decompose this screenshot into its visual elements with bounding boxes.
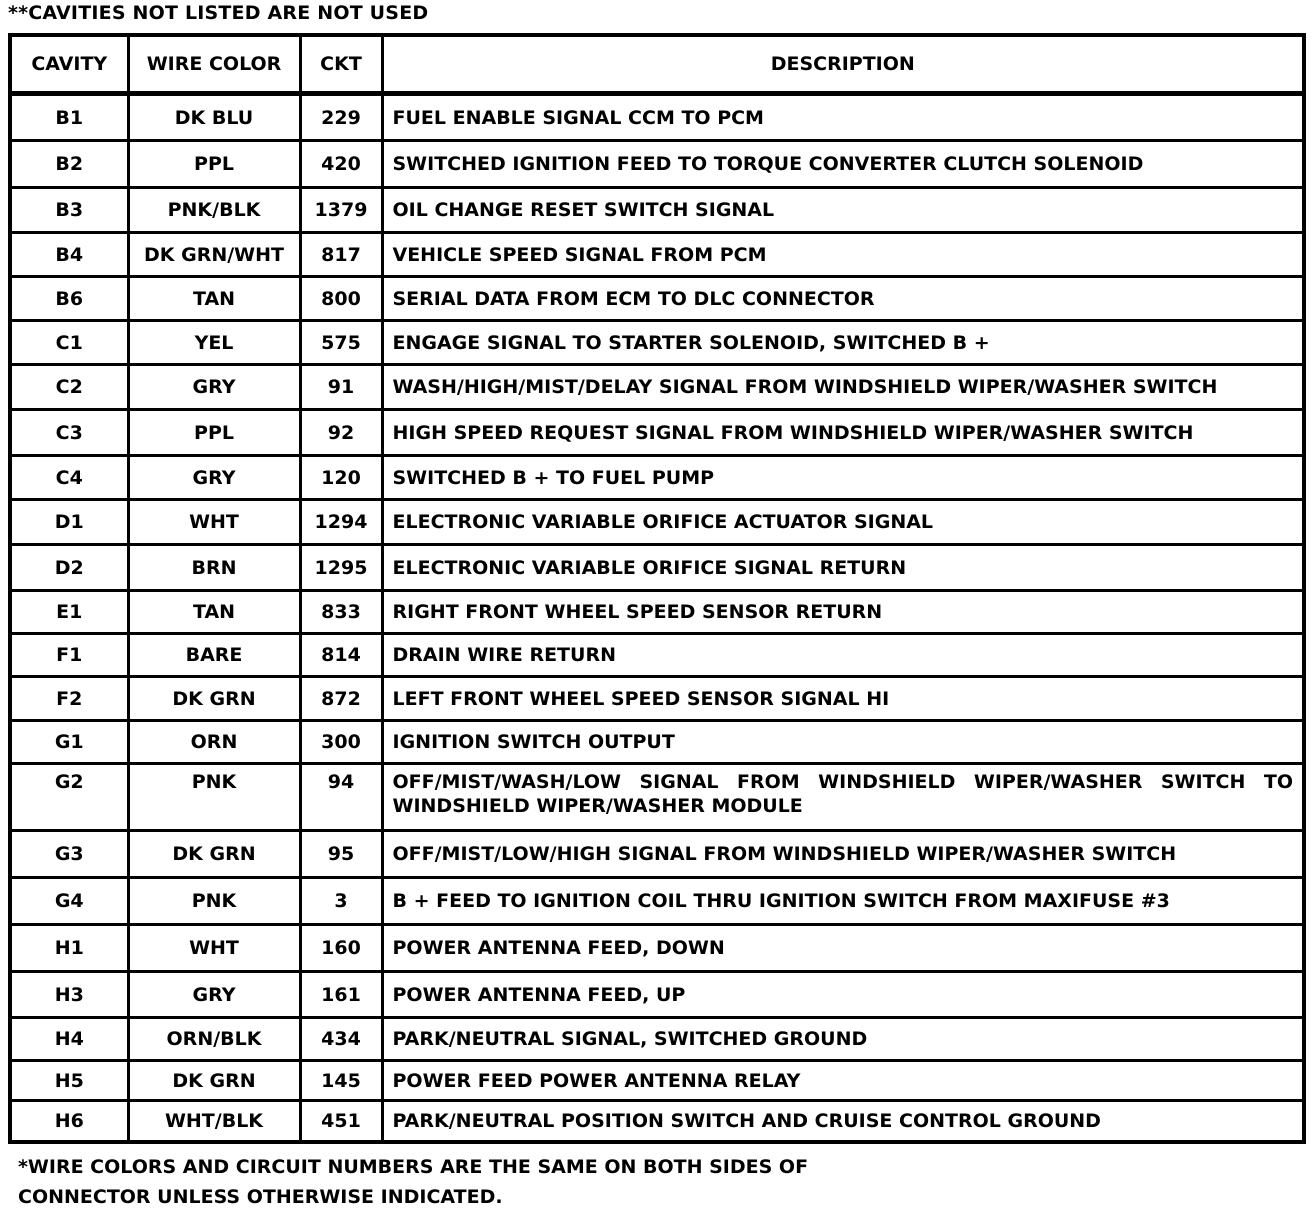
description-cell: RIGHT FRONT WHEEL SPEED SENSOR RETURN (382, 591, 1304, 634)
cavity-cell: C1 (10, 321, 128, 365)
description-cell: SWITCHED IGNITION FEED TO TORQUE CONVERTER CLUTCH SOLENOID (382, 141, 1304, 188)
cavity-cell: H5 (10, 1061, 128, 1101)
cavity-cell: F1 (10, 634, 128, 677)
table-row (10, 233, 1304, 277)
ckt-cell: 420 (300, 141, 382, 188)
description-cell: IGNITION SWITCH OUTPUT (382, 721, 1304, 764)
header-wire-color: WIRE COLOR (128, 35, 300, 94)
wire-color-cell: WHT/BLK (128, 1101, 300, 1143)
table-row (10, 188, 1304, 233)
cavity-cell: C2 (10, 365, 128, 410)
ckt-cell: 434 (300, 1018, 382, 1061)
ckt-cell: 833 (300, 591, 382, 634)
description-cell: WASH/HIGH/MIST/DELAY SIGNAL FROM WINDSHIELD WIPER/WASHER SWITCH (382, 365, 1304, 410)
cavity-cell: G4 (10, 878, 128, 925)
table-body (10, 94, 1304, 1143)
description-cell: POWER ANTENNA FEED, DOWN (382, 925, 1304, 972)
ckt-cell: 1379 (300, 188, 382, 233)
cavity-cell: G2 (10, 764, 128, 831)
description-cell: PARK/NEUTRAL POSITION SWITCH AND CRUISE CONTROL GROUND (382, 1101, 1304, 1143)
ckt-cell: 1294 (300, 500, 382, 545)
description-cell: ELECTRONIC VARIABLE ORIFICE SIGNAL RETURN (382, 545, 1304, 591)
connector-wire-table (8, 33, 1306, 1144)
table-row (10, 677, 1304, 721)
footnote-line-2: CONNECTOR UNLESS OTHERWISE INDICATED. (18, 1186, 503, 1208)
cavity-cell: B4 (10, 233, 128, 277)
cavity-cell: F2 (10, 677, 128, 721)
cavity-cell: G3 (10, 831, 128, 878)
description-cell: HIGH SPEED REQUEST SIGNAL FROM WINDSHIELD WIPER/WASHER SWITCH (382, 410, 1304, 456)
wire-color-cell: PNK/BLK (128, 188, 300, 233)
table-row (10, 721, 1304, 764)
table-row (10, 591, 1304, 634)
ckt-cell: 800 (300, 277, 382, 321)
ckt-cell: 120 (300, 456, 382, 500)
ckt-cell: 817 (300, 233, 382, 277)
table-row (10, 365, 1304, 410)
cavity-cell: H1 (10, 925, 128, 972)
description-cell: PARK/NEUTRAL SIGNAL, SWITCHED GROUND (382, 1018, 1304, 1061)
wire-color-cell: PNK (128, 878, 300, 925)
wire-color-cell: DK GRN (128, 831, 300, 878)
description-cell: ENGAGE SIGNAL TO STARTER SOLENOID, SWITCHED B + (382, 321, 1304, 365)
table-row (10, 972, 1304, 1018)
wire-color-cell: ORN/BLK (128, 1018, 300, 1061)
wire-color-cell: DK GRN (128, 677, 300, 721)
cavity-cell: D1 (10, 500, 128, 545)
wire-color-cell: DK GRN/WHT (128, 233, 300, 277)
wire-color-cell: DK BLU (128, 94, 300, 141)
table-header-row (10, 35, 1304, 94)
table-row (10, 545, 1304, 591)
wire-color-cell: PNK (128, 764, 300, 831)
ckt-cell: 229 (300, 94, 382, 141)
description-cell: ELECTRONIC VARIABLE ORIFICE ACTUATOR SIGNAL (382, 500, 1304, 545)
footnote-line-1: *WIRE COLORS AND CIRCUIT NUMBERS ARE THE SAME ON BOTH SIDES OF (18, 1156, 809, 1178)
wire-color-cell: DK GRN (128, 1061, 300, 1101)
cavity-cell: B6 (10, 277, 128, 321)
cavity-cell: G1 (10, 721, 128, 764)
cavity-cell: E1 (10, 591, 128, 634)
description-cell: FUEL ENABLE SIGNAL CCM TO PCM (382, 94, 1304, 141)
cavity-cell: B2 (10, 141, 128, 188)
ckt-cell: 872 (300, 677, 382, 721)
table-row (10, 321, 1304, 365)
table-row (10, 1101, 1304, 1143)
wire-color-cell: GRY (128, 972, 300, 1018)
description-cell: DRAIN WIRE RETURN (382, 634, 1304, 677)
wire-color-cell: GRY (128, 456, 300, 500)
ckt-cell: 92 (300, 410, 382, 456)
description-cell: OIL CHANGE RESET SWITCH SIGNAL (382, 188, 1304, 233)
ckt-cell: 814 (300, 634, 382, 677)
cavity-cell: C3 (10, 410, 128, 456)
wire-color-cell: BARE (128, 634, 300, 677)
description-cell: B + FEED TO IGNITION COIL THRU IGNITION SWITCH FROM MAXIFUSE #3 (382, 878, 1304, 925)
wire-color-cell: ORN (128, 721, 300, 764)
table-row (10, 1018, 1304, 1061)
cavity-cell: B3 (10, 188, 128, 233)
header-description: DESCRIPTION (382, 35, 1304, 94)
header-ckt: CKT (300, 35, 382, 94)
description-cell: POWER ANTENNA FEED, UP (382, 972, 1304, 1018)
table-row (10, 456, 1304, 500)
wire-color-cell: TAN (128, 591, 300, 634)
description-cell: VEHICLE SPEED SIGNAL FROM PCM (382, 233, 1304, 277)
wire-color-cell: BRN (128, 545, 300, 591)
table-row (10, 277, 1304, 321)
wire-color-cell: TAN (128, 277, 300, 321)
ckt-cell: 300 (300, 721, 382, 764)
table-row (10, 500, 1304, 545)
cavity-cell: C4 (10, 456, 128, 500)
wire-color-cell: PPL (128, 410, 300, 456)
wire-color-cell: WHT (128, 500, 300, 545)
table-row (10, 1061, 1304, 1101)
ckt-cell: 451 (300, 1101, 382, 1143)
header-cavity: CAVITY (10, 35, 128, 94)
cavity-cell: H4 (10, 1018, 128, 1061)
table-row (10, 410, 1304, 456)
ckt-cell: 94 (300, 764, 382, 831)
wire-color-cell: GRY (128, 365, 300, 410)
table-row (10, 878, 1304, 925)
wire-color-cell: YEL (128, 321, 300, 365)
wire-color-cell: WHT (128, 925, 300, 972)
table-row (10, 831, 1304, 878)
table-row (10, 634, 1304, 677)
cavities-not-used-note: **CAVITIES NOT LISTED ARE NOT USED (8, 2, 429, 24)
ckt-cell: 160 (300, 925, 382, 972)
ckt-cell: 3 (300, 878, 382, 925)
description-cell: OFF/MIST/WASH/LOW SIGNAL FROM WINDSHIELD WIPER/WASHER SWITCH TO WINDSHIELD WIPER/WASHER MODULE (382, 764, 1304, 831)
description-cell: LEFT FRONT WHEEL SPEED SENSOR SIGNAL HI (382, 677, 1304, 721)
description-cell: SERIAL DATA FROM ECM TO DLC CONNECTOR (382, 277, 1304, 321)
cavity-cell: H6 (10, 1101, 128, 1143)
ckt-cell: 145 (300, 1061, 382, 1101)
table-row (10, 94, 1304, 141)
cavity-cell: H3 (10, 972, 128, 1018)
description-cell: OFF/MIST/LOW/HIGH SIGNAL FROM WINDSHIELD WIPER/WASHER SWITCH (382, 831, 1304, 878)
ckt-cell: 1295 (300, 545, 382, 591)
ckt-cell: 91 (300, 365, 382, 410)
table-row (10, 141, 1304, 188)
wire-color-footnote (18, 1152, 808, 1212)
cavity-cell: D2 (10, 545, 128, 591)
wire-color-cell: PPL (128, 141, 300, 188)
ckt-cell: 95 (300, 831, 382, 878)
cavity-cell: B1 (10, 94, 128, 141)
table-row (10, 764, 1304, 831)
ckt-cell: 161 (300, 972, 382, 1018)
description-cell: POWER FEED POWER ANTENNA RELAY (382, 1061, 1304, 1101)
ckt-cell: 575 (300, 321, 382, 365)
table-row (10, 925, 1304, 972)
description-cell: SWITCHED B + TO FUEL PUMP (382, 456, 1304, 500)
